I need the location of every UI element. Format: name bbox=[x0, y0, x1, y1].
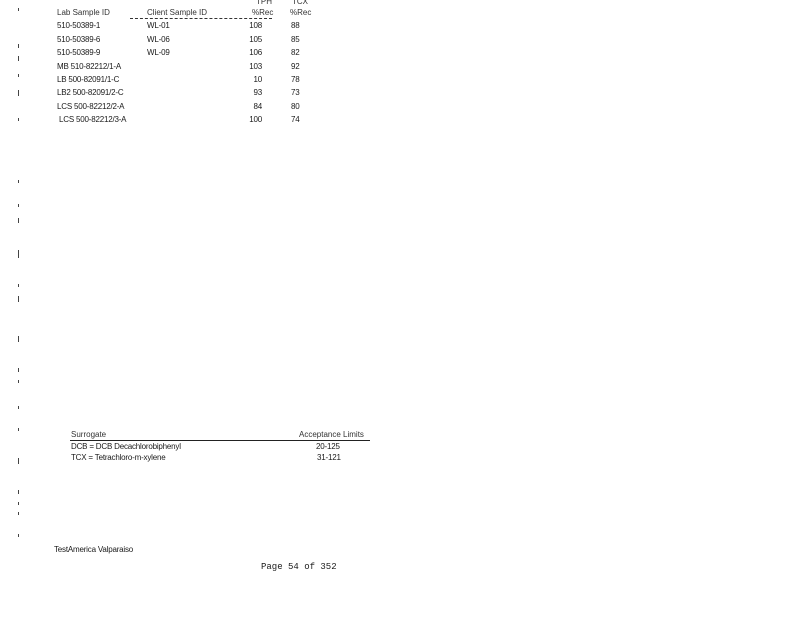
legend-surrogate-name: DCB = DCB Decachlorobiphenyl bbox=[71, 442, 181, 451]
cell-lab-id: LB 500-82091/1-C bbox=[57, 75, 120, 84]
cell-rec-1: 106 bbox=[249, 48, 262, 57]
cell-lab-id: 510-50389-9 bbox=[57, 48, 101, 57]
cell-rec-1: 10 bbox=[253, 75, 262, 84]
cell-rec-2: 74 bbox=[291, 115, 300, 124]
cell-rec-1: 108 bbox=[249, 21, 262, 30]
col-header-rec-1: %Rec bbox=[252, 8, 274, 17]
cell-rec-2: 78 bbox=[291, 75, 300, 84]
legend-surrogate-name: TCX = Tetrachloro-m-xylene bbox=[71, 453, 166, 462]
cell-rec-1: 105 bbox=[249, 35, 262, 44]
col-header-lab-id: Lab Sample ID bbox=[57, 8, 110, 17]
cell-rec-2: 80 bbox=[291, 102, 300, 111]
footer-page-number: Page 54 of 352 bbox=[261, 562, 337, 572]
header-underline bbox=[130, 18, 272, 19]
cell-rec-2: 82 bbox=[291, 48, 300, 57]
legend-header-surrogate: Surrogate bbox=[71, 430, 107, 439]
cell-client-id: WL-06 bbox=[147, 35, 170, 44]
cell-rec-2: 92 bbox=[291, 62, 300, 71]
cell-lab-id: LB2 500-82091/2-C bbox=[57, 88, 124, 97]
cell-rec-1: 84 bbox=[253, 102, 262, 111]
col-header-top-2: TCX bbox=[292, 0, 308, 6]
legend-header-limits: Acceptance Limits bbox=[299, 430, 364, 439]
col-header-rec-2: %Rec bbox=[290, 8, 312, 17]
cell-lab-id: MB 510-82212/1-A bbox=[57, 62, 121, 71]
cell-rec-1: 93 bbox=[253, 88, 262, 97]
cell-lab-id: 510-50389-6 bbox=[57, 35, 101, 44]
cell-rec-2: 73 bbox=[291, 88, 300, 97]
footer-company: TestAmerica Valparaiso bbox=[54, 545, 134, 554]
cell-rec-2: 85 bbox=[291, 35, 300, 44]
cell-rec-1: 100 bbox=[249, 115, 262, 124]
col-header-client-id: Client Sample ID bbox=[147, 8, 208, 17]
cell-rec-2: 88 bbox=[291, 21, 300, 30]
legend-surrogate-limits: 31-121 bbox=[317, 453, 341, 462]
legend-header-underline bbox=[70, 440, 370, 441]
cell-client-id: WL-09 bbox=[147, 48, 170, 57]
cell-client-id: WL-01 bbox=[147, 21, 170, 30]
cell-lab-id: LCS 500-82212/2-A bbox=[57, 102, 125, 111]
legend-surrogate-limits: 20-125 bbox=[316, 442, 340, 451]
cell-lab-id: LCS 500-82212/3-A bbox=[59, 115, 127, 124]
col-header-top-1: TPH bbox=[256, 0, 272, 6]
cell-rec-1: 103 bbox=[249, 62, 262, 71]
cell-lab-id: 510-50389-1 bbox=[57, 21, 101, 30]
